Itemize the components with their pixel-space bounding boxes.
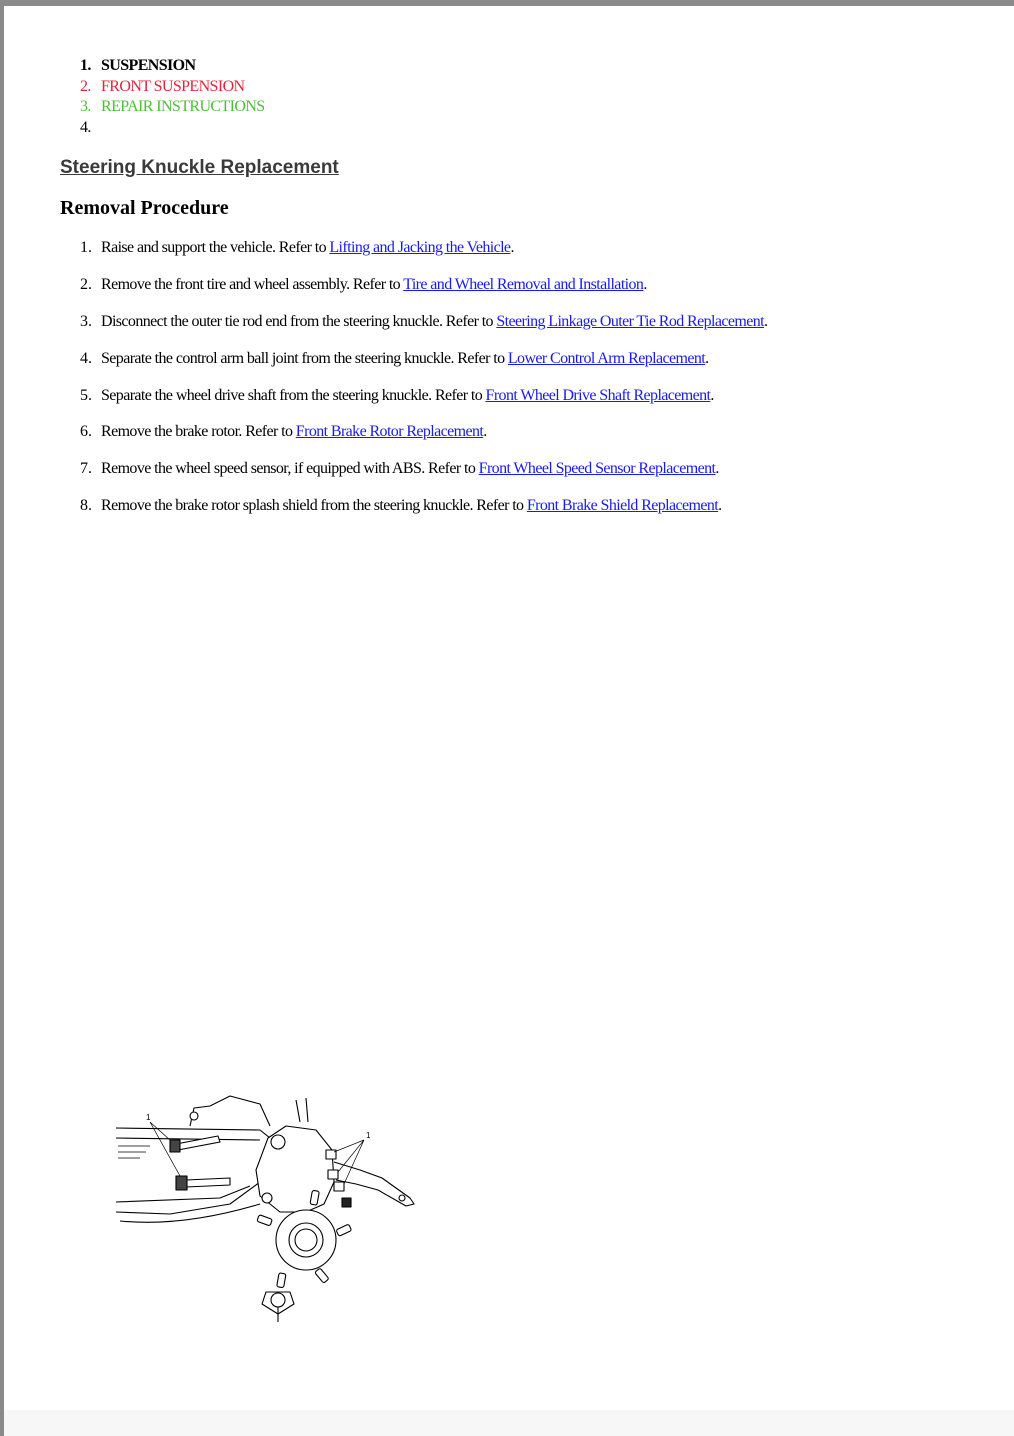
step-text: Remove the front tire and wheel assembly. Refer to	[101, 275, 404, 293]
breadcrumb-item-front-suspension[interactable]: 2. FRONT SUSPENSION	[80, 77, 245, 95]
step-number: 2.	[80, 275, 92, 293]
procedure-steps	[80, 238, 767, 533]
step-link-lifting-jacking[interactable]: Lifting and Jacking the Vehicle	[329, 239, 511, 256]
section-heading: Removal Procedure	[60, 197, 229, 219]
step-item: 3. Disconnect the outer tie rod end from the steering knuckle. Refer to Steering Linkage Outer Tie Rod Replacement.	[80, 312, 768, 330]
step-number: 3.	[80, 312, 92, 330]
step-link-brake-shield[interactable]: Front Brake Shield Replacement	[526, 497, 719, 515]
step-item: 1. Raise and support the vehicle. Refer to Lifting and Jacking the Vehicle.	[80, 239, 514, 256]
breadcrumb-label: REPAIR INSTRUCTIONS	[101, 98, 265, 115]
step-text: Separate the wheel drive shaft from the steering knuckle. Refer to	[101, 386, 486, 404]
breadcrumb-item-empty: 4.	[80, 118, 91, 136]
page-title: Steering Knuckle Replacement	[60, 157, 339, 178]
step-text: Remove the brake rotor splash shield from the steering knuckle. Refer to	[101, 497, 527, 515]
breadcrumb-item-suspension[interactable]: 1. SUSPENSION	[80, 57, 196, 74]
step-item: 4. Separate the control arm ball joint from the steering knuckle. Refer to Lower Control Arm Replacement.	[80, 349, 709, 367]
step-text: Separate the control arm ball joint from the steering knuckle. Refer to	[101, 349, 508, 367]
callout-label-right: 1	[366, 1131, 371, 1140]
step-item: 7. Remove the wheel speed sensor, if equipped with ABS. Refer to Front Wheel Speed Sensor Replacement.	[80, 460, 719, 478]
step-text: Remove the wheel speed sensor, if equipped with ABS. Refer to	[101, 460, 479, 478]
step-text: Remove the brake rotor. Refer to	[101, 423, 296, 441]
step-link-drive-shaft[interactable]: Front Wheel Drive Shaft Replacement	[485, 386, 711, 404]
step-item: 5. Separate the wheel drive shaft from the steering knuckle. Refer to Front Wheel Drive Shaft Replacement.	[80, 386, 714, 404]
step-link-speed-sensor[interactable]: Front Wheel Speed Sensor Replacement	[478, 460, 716, 478]
breadcrumb-label: SUSPENSION	[101, 57, 196, 74]
step-number: 5.	[80, 386, 92, 404]
step-link-brake-rotor[interactable]: Front Brake Rotor Replacement	[295, 423, 484, 441]
step-link-tire-wheel[interactable]: Tire and Wheel Removal and Installation	[403, 275, 644, 293]
step-text: Raise and support the vehicle. Refer to	[101, 239, 330, 256]
breadcrumb	[80, 56, 265, 138]
breadcrumb-label: FRONT SUSPENSION	[101, 77, 245, 95]
step-number: 6.	[80, 423, 92, 441]
callout-label-left: 1	[146, 1113, 151, 1122]
breadcrumb-item-repair-instructions[interactable]: 3. REPAIR INSTRUCTIONS	[80, 98, 265, 115]
steering-knuckle-illustration	[110, 1086, 420, 1336]
step-number: 8.	[80, 497, 92, 515]
document-page	[4, 6, 1014, 1436]
page-bottom-shade	[4, 1410, 1014, 1436]
step-link-outer-tie-rod[interactable]: Steering Linkage Outer Tie Rod Replacement	[496, 312, 764, 330]
step-item: 2. Remove the front tire and wheel assembly. Refer to Tire and Wheel Removal and Installation.	[80, 275, 647, 293]
step-number: 4.	[80, 349, 92, 367]
step-number: 1.	[80, 239, 92, 256]
step-link-lower-control-arm[interactable]: Lower Control Arm Replacement	[507, 349, 706, 367]
step-number: 7.	[80, 460, 92, 478]
step-item: 6. Remove the brake rotor. Refer to Front Brake Rotor Replacement.	[80, 423, 487, 441]
step-text: Disconnect the outer tie rod end from the steering knuckle. Refer to	[101, 312, 497, 330]
step-item: 8. Remove the brake rotor splash shield from the steering knuckle. Refer to Front Brake Shield Replacement.	[80, 497, 722, 515]
